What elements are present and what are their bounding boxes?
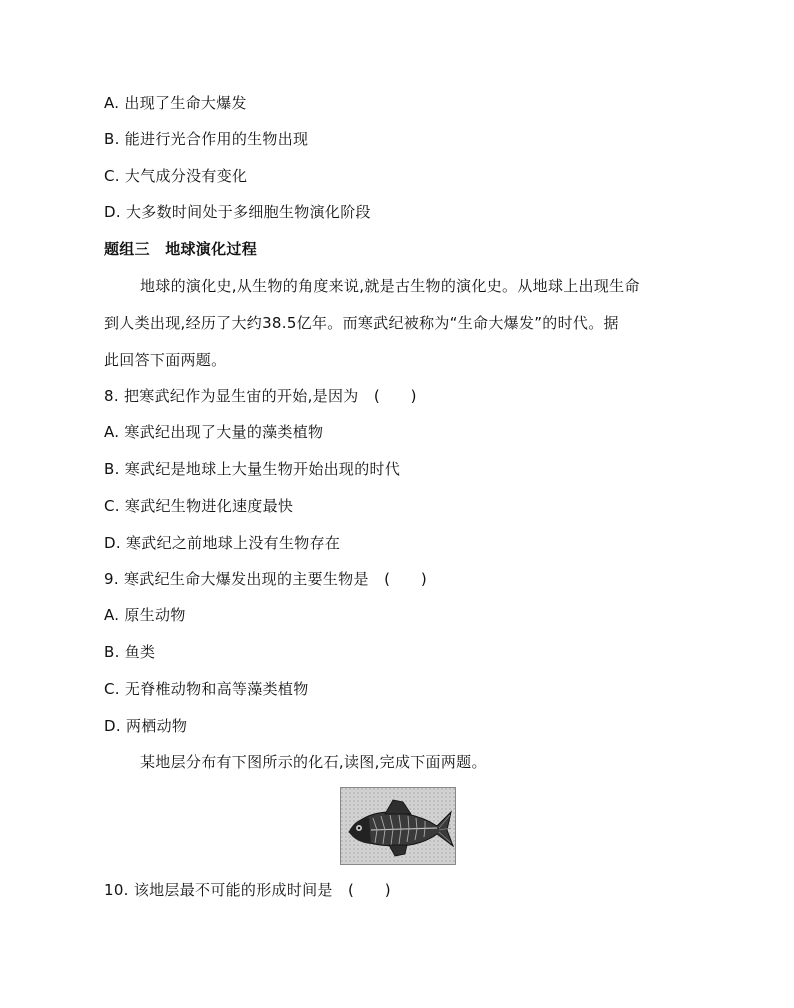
figure-intro: 某地层分布有下图所示的化石,读图,完成下面两题。 — [140, 753, 487, 771]
passage-line-2: 到人类出现,经历了大约38.5亿年。而寒武纪被称为“生命大爆发”的时代。据 — [104, 314, 619, 332]
q9-option-a: A. 原生动物 — [104, 606, 186, 624]
question-9: 9. 寒武纪生命大爆发出现的主要生物是 ( ) — [104, 570, 427, 588]
option-a-prev: A. 出现了生命大爆发 — [104, 94, 247, 112]
question-10: 10. 该地层最不可能的形成时间是 ( ) — [104, 881, 391, 899]
q9-option-d: D. 两栖动物 — [104, 717, 188, 735]
fish-fossil-icon — [340, 787, 456, 865]
question-8: 8. 把寒武纪作为显生宙的开始,是因为 ( ) — [104, 387, 417, 405]
passage-line-1: 地球的演化史,从生物的角度来说,就是古生物的演化史。从地球上出现生命 — [140, 277, 640, 295]
passage-line-3: 此回答下面两题。 — [104, 351, 227, 369]
q8-option-d: D. 寒武纪之前地球上没有生物存在 — [104, 534, 341, 552]
section-heading: 题组三 地球演化过程 — [104, 240, 258, 258]
q8-option-a: A. 寒武纪出现了大量的藻类植物 — [104, 423, 324, 441]
option-d-prev: D. 大多数时间处于多细胞生物演化阶段 — [104, 203, 371, 221]
option-c-prev: C. 大气成分没有变化 — [104, 167, 248, 185]
option-b-prev: B. 能进行光合作用的生物出现 — [104, 130, 309, 148]
q9-option-b: B. 鱼类 — [104, 643, 156, 661]
q9-option-c: C. 无脊椎动物和高等藻类植物 — [104, 680, 309, 698]
q8-option-c: C. 寒武纪生物进化速度最快 — [104, 497, 294, 515]
q8-option-b: B. 寒武纪是地球上大量生物开始出现的时代 — [104, 460, 401, 478]
